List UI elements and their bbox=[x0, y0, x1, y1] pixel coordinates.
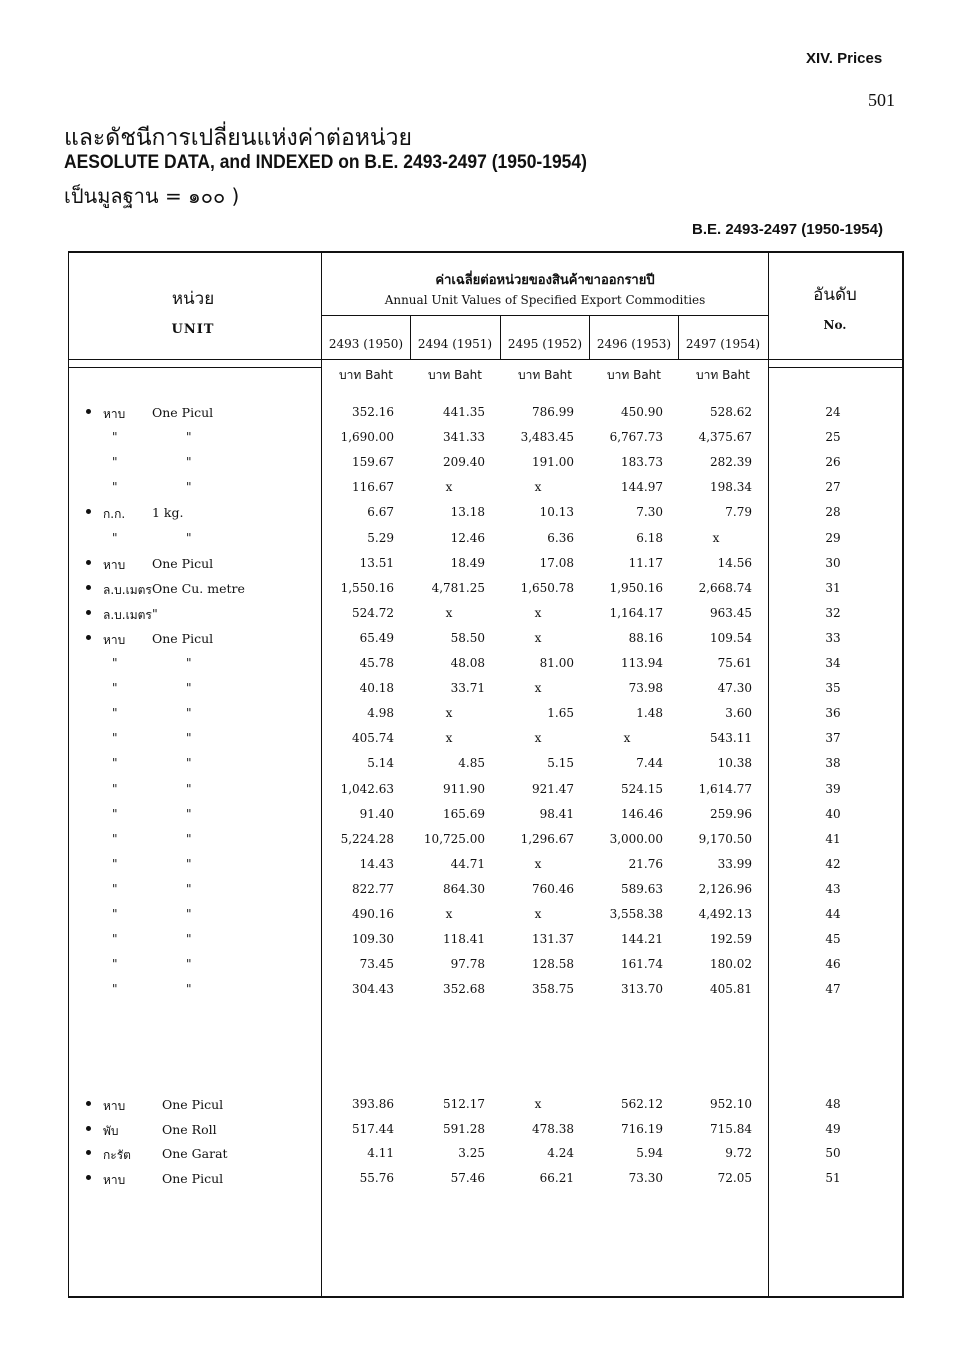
year-header-2495: 2495 (1952) bbox=[507, 337, 583, 351]
table-row bbox=[68, 1122, 904, 1146]
value-cell: 11.17 bbox=[628, 555, 663, 570]
ditto-mark: " bbox=[112, 455, 118, 470]
value-cell: 822.77 bbox=[352, 881, 394, 896]
page-title-thai-base: เป็นมูลฐาน = ๑๐๐ ) bbox=[64, 184, 240, 208]
unit-thai: หาบ bbox=[103, 1172, 126, 1187]
value-cell: 57.46 bbox=[450, 1170, 485, 1185]
value-cell: 5.15 bbox=[547, 756, 574, 771]
value-cell: 6.18 bbox=[636, 530, 663, 545]
page-number: 501 bbox=[868, 90, 895, 110]
value-cell: 478.38 bbox=[532, 1121, 574, 1136]
row-number: 51 bbox=[825, 1170, 841, 1185]
value-cell: 450.90 bbox=[621, 405, 663, 419]
value-cell: 98.41 bbox=[539, 806, 574, 821]
value-cell: 4,781.25 bbox=[431, 580, 485, 595]
value-cell: 524.72 bbox=[352, 605, 394, 620]
value-cell: 313.70 bbox=[621, 982, 663, 997]
value-cell: 116.67 bbox=[352, 480, 394, 495]
unit-english: One Picul bbox=[162, 1097, 224, 1112]
value-cell: 144.97 bbox=[621, 480, 663, 495]
value-cell: 165.69 bbox=[443, 806, 485, 821]
value-cell: x bbox=[445, 706, 453, 721]
table-row bbox=[68, 882, 904, 906]
value-cell: 393.86 bbox=[352, 1097, 394, 1111]
table-row bbox=[68, 531, 904, 555]
value-cell: 65.49 bbox=[359, 630, 394, 645]
value-cell: 91.40 bbox=[359, 806, 394, 821]
row-number: 27 bbox=[825, 480, 841, 495]
value-cell: x bbox=[534, 681, 542, 696]
value-cell: 14.43 bbox=[359, 856, 394, 871]
unit-thai: หาบ bbox=[103, 407, 126, 421]
unit-english: One Roll bbox=[162, 1121, 217, 1137]
number-header-english: No. bbox=[823, 318, 847, 332]
value-cell: 72.05 bbox=[717, 1170, 752, 1185]
value-cell: 55.76 bbox=[359, 1170, 394, 1185]
unit-english: One Picul bbox=[152, 630, 214, 646]
ditto-mark: " bbox=[112, 932, 118, 947]
ditto-mark: " bbox=[112, 881, 118, 896]
value-cell: 10.38 bbox=[717, 756, 752, 771]
bullet-icon bbox=[86, 610, 91, 615]
value-cell: 3.25 bbox=[458, 1146, 485, 1160]
value-cell: 4.98 bbox=[367, 706, 394, 721]
value-cell: 44.71 bbox=[450, 856, 485, 871]
unit-english: 1 kg. bbox=[152, 505, 184, 521]
value-cell: 183.73 bbox=[621, 455, 663, 470]
value-cell: 161.74 bbox=[621, 957, 663, 972]
unit-english: One Picul bbox=[162, 1170, 224, 1186]
table-row bbox=[68, 556, 904, 580]
table-row bbox=[68, 832, 904, 856]
value-cell: 144.21 bbox=[621, 932, 663, 947]
ditto-mark: " bbox=[186, 731, 192, 746]
value-cell: x bbox=[534, 856, 542, 871]
value-cell: 524.15 bbox=[621, 781, 663, 796]
value-cell: 358.75 bbox=[532, 982, 574, 997]
value-cell: 715.84 bbox=[710, 1121, 752, 1136]
ditto-mark: " bbox=[112, 856, 118, 871]
value-cell: 48.08 bbox=[450, 656, 485, 670]
table-row bbox=[68, 405, 904, 429]
bullet-icon bbox=[86, 1175, 91, 1180]
value-cell: 543.11 bbox=[710, 731, 752, 746]
value-cell: 911.90 bbox=[443, 781, 485, 796]
ditto-mark: " bbox=[186, 530, 192, 545]
value-cell: 10.13 bbox=[539, 505, 574, 520]
ditto-mark: " bbox=[112, 756, 118, 771]
row-number: 33 bbox=[825, 630, 841, 645]
value-cell: 921.47 bbox=[532, 781, 574, 796]
table-row bbox=[68, 631, 904, 655]
value-cell: 1,690.00 bbox=[340, 430, 394, 445]
value-cell: 1.65 bbox=[547, 706, 574, 721]
value-cell: 5.14 bbox=[367, 756, 394, 771]
value-cell: 81.00 bbox=[539, 656, 574, 670]
value-cell: 159.67 bbox=[352, 455, 394, 470]
value-cell: 118.41 bbox=[443, 932, 485, 947]
value-cell: x bbox=[445, 480, 453, 495]
row-number: 46 bbox=[825, 957, 841, 972]
value-cell: 21.76 bbox=[628, 856, 663, 871]
values-header-english: Annual Unit Values of Specified Export Commodities bbox=[384, 293, 706, 307]
ditto-mark: " bbox=[112, 530, 118, 545]
value-cell: 66.21 bbox=[539, 1170, 574, 1185]
year-header-2497: 2497 (1954) bbox=[685, 337, 761, 351]
value-cell: x bbox=[534, 731, 542, 746]
value-cell: 405.81 bbox=[710, 982, 752, 997]
value-cell: 97.78 bbox=[450, 957, 485, 972]
currency-label: บาท Baht bbox=[518, 368, 572, 382]
value-cell: 405.74 bbox=[352, 731, 394, 746]
row-number: 25 bbox=[825, 430, 841, 445]
row-number: 47 bbox=[825, 982, 841, 997]
value-cell: 9.72 bbox=[725, 1146, 752, 1160]
ditto-mark: " bbox=[112, 731, 118, 746]
table-row bbox=[68, 907, 904, 931]
row-number: 30 bbox=[825, 555, 841, 570]
row-number: 50 bbox=[825, 1146, 841, 1160]
ditto-mark: " bbox=[186, 907, 192, 921]
value-cell: 352.16 bbox=[352, 405, 394, 419]
ditto-mark: " bbox=[112, 781, 118, 796]
value-cell: x bbox=[534, 605, 542, 620]
value-cell: x bbox=[534, 480, 542, 495]
table-row bbox=[68, 1171, 904, 1195]
value-cell: 3,000.00 bbox=[609, 831, 663, 846]
unit-english: One Cu. metre bbox=[152, 580, 245, 596]
export-unit-values-table bbox=[68, 251, 904, 1298]
value-cell: 58.50 bbox=[450, 630, 485, 645]
row-number: 24 bbox=[825, 405, 841, 419]
bullet-icon bbox=[86, 509, 91, 514]
table-row bbox=[68, 731, 904, 755]
value-cell: 963.45 bbox=[710, 605, 752, 620]
value-cell: 952.10 bbox=[710, 1097, 752, 1111]
value-cell: 7.30 bbox=[636, 505, 663, 520]
ditto-mark: " bbox=[186, 681, 192, 696]
page-title-english: AESOLUTE DATA, and INDEXED on B.E. 2493-2497 (1950-1954) bbox=[64, 152, 587, 173]
bullet-icon bbox=[86, 585, 91, 590]
ditto-mark: " bbox=[112, 831, 118, 846]
value-cell: 512.17 bbox=[443, 1097, 485, 1111]
row-number: 28 bbox=[825, 505, 841, 520]
value-cell: 4,375.67 bbox=[698, 430, 752, 445]
table-row bbox=[68, 430, 904, 454]
row-number: 32 bbox=[825, 605, 841, 620]
value-cell: 14.56 bbox=[717, 555, 752, 570]
value-cell: 528.62 bbox=[710, 405, 752, 419]
row-number: 48 bbox=[825, 1097, 841, 1111]
values-header-thai: ค่าเฉลี่ยต่อหน่วยของสินค้าขาออกรายปี bbox=[435, 273, 655, 288]
value-cell: 10,725.00 bbox=[423, 831, 485, 846]
row-number: 26 bbox=[825, 455, 841, 470]
value-cell: 562.12 bbox=[621, 1097, 663, 1111]
row-number: 37 bbox=[825, 731, 841, 746]
table-row bbox=[68, 857, 904, 881]
unit-thai: ก.ก. bbox=[103, 507, 126, 522]
table-row bbox=[68, 455, 904, 479]
value-cell: 1,550.16 bbox=[340, 580, 394, 595]
unit-thai: ล.บ.เมตร bbox=[103, 607, 152, 622]
ditto-mark: " bbox=[112, 957, 118, 972]
value-cell: 1,164.17 bbox=[609, 605, 663, 620]
value-cell: 146.46 bbox=[621, 806, 663, 821]
value-cell: 45.78 bbox=[359, 656, 394, 670]
value-cell: 1,950.16 bbox=[609, 580, 663, 595]
ditto-mark: " bbox=[112, 681, 118, 696]
unit-thai: ล.บ.เมตร bbox=[103, 582, 152, 597]
table-row bbox=[68, 1146, 904, 1170]
value-cell: 5.94 bbox=[636, 1146, 663, 1160]
ditto-mark: " bbox=[186, 480, 192, 495]
table-row bbox=[68, 1097, 904, 1121]
year-header-2493: 2493 (1950) bbox=[328, 337, 404, 351]
value-cell: 180.02 bbox=[710, 957, 752, 972]
section-label: XIV. Prices bbox=[806, 50, 883, 67]
value-cell: 1,650.78 bbox=[520, 580, 574, 595]
ditto-mark: " bbox=[186, 982, 192, 997]
value-cell: 9,170.50 bbox=[698, 831, 752, 846]
value-cell: 1,042.63 bbox=[340, 781, 394, 796]
table-row bbox=[68, 505, 904, 529]
value-cell: 4.24 bbox=[547, 1146, 574, 1160]
value-cell: 304.43 bbox=[352, 982, 394, 997]
ditto-mark: " bbox=[112, 480, 118, 495]
ditto-mark: " bbox=[186, 430, 192, 445]
currency-label: บาท Baht bbox=[428, 368, 482, 382]
value-cell: 131.37 bbox=[532, 932, 574, 947]
value-cell: 109.54 bbox=[710, 630, 752, 645]
table-row bbox=[68, 957, 904, 981]
unit-header-english: UNIT bbox=[171, 322, 215, 337]
value-cell: 73.45 bbox=[359, 957, 394, 972]
value-cell: 352.68 bbox=[443, 982, 485, 997]
value-cell: 282.39 bbox=[710, 455, 752, 470]
value-cell: 128.58 bbox=[532, 957, 574, 972]
value-cell: 760.46 bbox=[532, 881, 574, 896]
ditto-mark: " bbox=[186, 781, 192, 796]
table-row bbox=[68, 782, 904, 806]
value-cell: 47.30 bbox=[717, 681, 752, 696]
value-cell: 192.59 bbox=[710, 932, 752, 947]
ditto-mark: " bbox=[186, 706, 192, 721]
table-row bbox=[68, 756, 904, 780]
unit-english: One Picul bbox=[152, 555, 214, 571]
year-header-2496: 2496 (1953) bbox=[596, 337, 672, 351]
row-number: 43 bbox=[825, 881, 841, 896]
value-cell: 75.61 bbox=[717, 656, 752, 670]
value-cell: 18.49 bbox=[450, 555, 485, 570]
ditto-mark: " bbox=[186, 856, 192, 871]
bullet-icon bbox=[86, 1150, 91, 1155]
value-cell: 209.40 bbox=[443, 455, 485, 470]
row-number: 35 bbox=[825, 681, 841, 696]
value-cell: x bbox=[623, 731, 631, 746]
value-cell: 198.34 bbox=[710, 480, 752, 495]
value-cell: 786.99 bbox=[532, 405, 574, 419]
value-cell: 7.44 bbox=[636, 756, 663, 771]
value-cell: 4.85 bbox=[458, 756, 485, 771]
ditto-mark: " bbox=[186, 806, 192, 821]
value-cell: 864.30 bbox=[443, 881, 485, 896]
value-cell: x bbox=[445, 605, 453, 620]
value-cell: 716.19 bbox=[621, 1121, 663, 1136]
row-number: 31 bbox=[825, 580, 841, 595]
bullet-icon bbox=[86, 635, 91, 640]
value-cell: 12.46 bbox=[450, 530, 485, 545]
bullet-icon bbox=[86, 1101, 91, 1106]
value-cell: 2,668.74 bbox=[698, 580, 752, 595]
table-row bbox=[68, 706, 904, 730]
bullet-icon bbox=[86, 560, 91, 565]
value-cell: x bbox=[534, 630, 542, 645]
value-cell: 5.29 bbox=[367, 530, 394, 545]
value-cell: 6.67 bbox=[367, 505, 394, 520]
ditto-mark: " bbox=[112, 656, 118, 670]
value-cell: 13.51 bbox=[359, 555, 394, 570]
currency-label: บาท Baht bbox=[607, 368, 661, 382]
unit-english: One Picul bbox=[152, 405, 214, 420]
table-row bbox=[68, 807, 904, 831]
value-cell: x bbox=[534, 907, 542, 921]
value-cell: 3.60 bbox=[725, 706, 752, 721]
ditto-mark: " bbox=[186, 932, 192, 947]
row-number: 38 bbox=[825, 756, 841, 771]
table-row bbox=[68, 581, 904, 605]
row-number: 44 bbox=[825, 907, 841, 921]
row-number: 39 bbox=[825, 781, 841, 796]
unit-thai: พับ bbox=[103, 1123, 119, 1138]
value-cell: 6,767.73 bbox=[609, 430, 663, 445]
value-cell: 73.30 bbox=[628, 1170, 663, 1185]
value-cell: 113.94 bbox=[621, 656, 663, 670]
value-cell: 517.44 bbox=[352, 1121, 394, 1136]
ditto-mark: " bbox=[186, 455, 192, 470]
value-cell: 2,126.96 bbox=[698, 881, 752, 896]
number-header-thai: อันดับ bbox=[813, 285, 857, 305]
value-cell: 4,492.13 bbox=[698, 907, 752, 921]
value-cell: 7.79 bbox=[725, 505, 752, 520]
row-number: 36 bbox=[825, 706, 841, 721]
value-cell: 40.18 bbox=[359, 681, 394, 696]
year-header-2494: 2494 (1951) bbox=[417, 337, 493, 351]
value-cell: 109.30 bbox=[352, 932, 394, 947]
bullet-icon bbox=[86, 409, 91, 414]
unit-thai: หาบ bbox=[103, 557, 126, 572]
currency-label: บาท Baht bbox=[339, 368, 393, 382]
value-cell: 33.99 bbox=[717, 856, 752, 871]
row-number: 49 bbox=[825, 1121, 841, 1136]
row-number: 41 bbox=[825, 831, 841, 846]
table-row bbox=[68, 656, 904, 680]
ditto-mark: " bbox=[112, 706, 118, 721]
ditto-mark: " bbox=[112, 907, 118, 921]
period-label: B.E. 2493-2497 (1950-1954) bbox=[692, 221, 883, 238]
value-cell: x bbox=[534, 1097, 542, 1111]
bullet-icon bbox=[86, 1126, 91, 1131]
ditto-mark: " bbox=[186, 831, 192, 846]
value-cell: 1,614.77 bbox=[698, 781, 752, 796]
value-cell: 88.16 bbox=[628, 630, 663, 645]
unit-thai: หาบ bbox=[103, 1099, 126, 1113]
value-cell: 591.28 bbox=[443, 1121, 485, 1136]
value-cell: 5,224.28 bbox=[340, 831, 394, 846]
ditto-mark: " bbox=[186, 957, 192, 972]
table-row bbox=[68, 681, 904, 705]
table-row bbox=[68, 480, 904, 504]
ditto-mark: " bbox=[112, 982, 118, 997]
table-row bbox=[68, 606, 904, 630]
currency-label: บาท Baht bbox=[696, 368, 750, 382]
ditto-mark: " bbox=[112, 430, 118, 445]
ditto-mark: " bbox=[186, 881, 192, 896]
value-cell: 1.48 bbox=[636, 706, 663, 721]
value-cell: 4.11 bbox=[367, 1146, 394, 1160]
unit-english: " bbox=[152, 605, 158, 621]
unit-thai: กะรัต bbox=[103, 1148, 131, 1162]
unit-english: One Garat bbox=[162, 1146, 228, 1161]
value-cell: x bbox=[445, 907, 453, 921]
value-cell: 441.35 bbox=[443, 405, 485, 419]
page-title-thai: และดัชนีการเปลี่ยนแห่งค่าต่อหน่วย bbox=[64, 125, 413, 151]
value-cell: 6.36 bbox=[547, 530, 574, 545]
value-cell: 73.98 bbox=[628, 681, 663, 696]
unit-header-thai: หน่วย bbox=[171, 289, 215, 309]
value-cell: 33.71 bbox=[450, 681, 485, 696]
value-cell: 191.00 bbox=[532, 455, 574, 470]
value-cell: x bbox=[712, 530, 720, 545]
ditto-mark: " bbox=[186, 656, 192, 670]
row-number: 34 bbox=[825, 656, 841, 670]
row-number: 29 bbox=[825, 530, 841, 545]
value-cell: 589.63 bbox=[621, 881, 663, 896]
value-cell: 490.16 bbox=[352, 907, 394, 921]
value-cell: 13.18 bbox=[450, 505, 485, 520]
ditto-mark: " bbox=[112, 806, 118, 821]
value-cell: 1,296.67 bbox=[520, 831, 574, 846]
value-cell: 17.08 bbox=[539, 555, 574, 570]
value-cell: x bbox=[445, 731, 453, 746]
unit-thai: หาบ bbox=[103, 632, 126, 647]
value-cell: 259.96 bbox=[710, 806, 752, 821]
row-number: 45 bbox=[825, 932, 841, 947]
value-cell: 3,558.38 bbox=[609, 907, 663, 921]
row-number: 40 bbox=[825, 806, 841, 821]
row-number: 42 bbox=[825, 856, 841, 871]
table-row bbox=[68, 982, 904, 1006]
ditto-mark: " bbox=[186, 756, 192, 771]
value-cell: 3,483.45 bbox=[520, 430, 574, 445]
table-row bbox=[68, 932, 904, 956]
value-cell: 341.33 bbox=[443, 430, 485, 445]
